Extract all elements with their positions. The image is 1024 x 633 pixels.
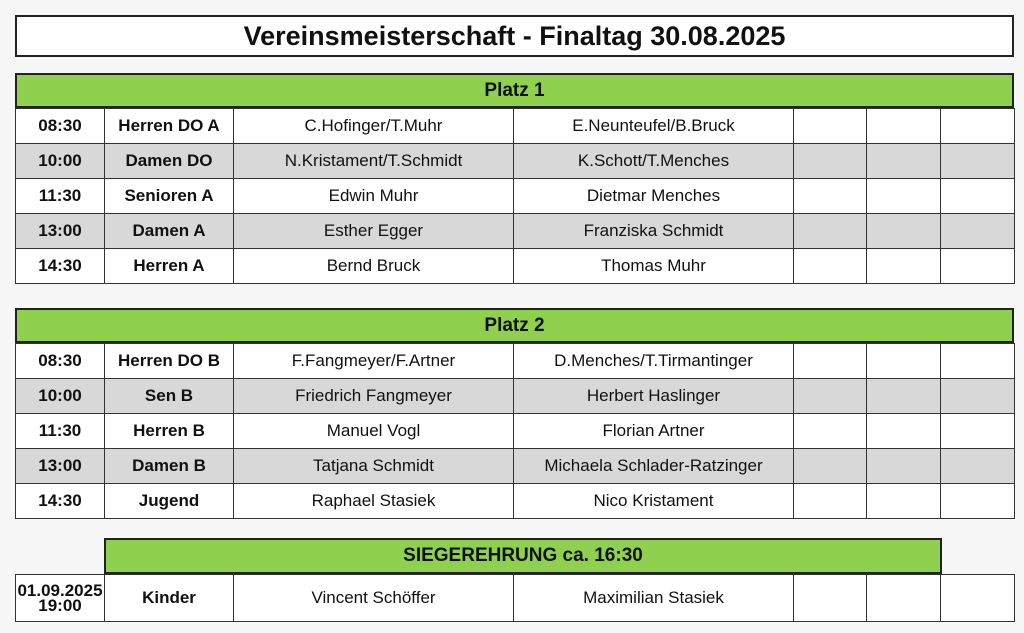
score-set-3 (941, 575, 1015, 622)
court-1-schedule-table (15, 108, 1015, 284)
match-time: 11:30 (16, 179, 105, 214)
player-2: Michaela Schlader-Ratzinger (514, 449, 794, 484)
score-set-1 (794, 249, 867, 284)
player-1: Edwin Muhr (234, 179, 514, 214)
match-category: Herren B (105, 414, 234, 449)
score-set-3 (941, 449, 1015, 484)
player-1: Bernd Bruck (234, 249, 514, 284)
score-set-3 (941, 414, 1015, 449)
player-1: Manuel Vogl (234, 414, 514, 449)
player-1: Vincent Schöffer (234, 575, 514, 622)
score-set-2 (867, 575, 941, 622)
player-1: F.Fangmeyer/F.Artner (234, 344, 514, 379)
player-2: Dietmar Menches (514, 179, 794, 214)
table-row (16, 379, 1015, 414)
score-set-3 (941, 379, 1015, 414)
player-1: Tatjana Schmidt (234, 449, 514, 484)
match-time: 10:00 (16, 144, 105, 179)
player-2: D.Menches/T.Tirmantinger (514, 344, 794, 379)
match-category: Senioren A (105, 179, 234, 214)
score-set-1 (794, 144, 867, 179)
score-set-3 (941, 249, 1015, 284)
score-set-2 (867, 449, 941, 484)
player-2: Thomas Muhr (514, 249, 794, 284)
table-row (16, 249, 1015, 284)
table-row (16, 144, 1015, 179)
match-time: 13:00 (16, 214, 105, 249)
match-category: Herren A (105, 249, 234, 284)
score-set-3 (941, 109, 1015, 144)
player-1: Friedrich Fangmeyer (234, 379, 514, 414)
table-row (16, 484, 1015, 519)
score-set-2 (867, 214, 941, 249)
match-category: Damen DO (105, 144, 234, 179)
match-category: Jugend (105, 484, 234, 519)
match-category: Damen A (105, 214, 234, 249)
match-time: 14:30 (16, 249, 105, 284)
score-set-2 (867, 249, 941, 284)
score-set-1 (794, 379, 867, 414)
table-row (16, 414, 1015, 449)
match-category: Herren DO B (105, 344, 234, 379)
page-title: Vereinsmeisterschaft - Finaltag 30.08.2025 (15, 15, 1014, 57)
player-2: E.Neunteufel/B.Bruck (514, 109, 794, 144)
match-time: 10:00 (16, 379, 105, 414)
score-set-3 (941, 179, 1015, 214)
match-category: Herren DO A (105, 109, 234, 144)
player-1: Esther Egger (234, 214, 514, 249)
score-set-1 (794, 484, 867, 519)
player-1: N.Kristament/T.Schmidt (234, 144, 514, 179)
score-set-3 (941, 344, 1015, 379)
court-2-schedule-table (15, 343, 1015, 519)
score-set-2 (867, 344, 941, 379)
table-row (16, 179, 1015, 214)
score-set-1 (794, 414, 867, 449)
player-2: Herbert Haslinger (514, 379, 794, 414)
score-set-2 (867, 484, 941, 519)
score-set-1 (794, 449, 867, 484)
match-category: Kinder (105, 575, 234, 622)
score-set-1 (794, 575, 867, 622)
score-set-2 (867, 379, 941, 414)
ceremony-time: 19:00 (38, 596, 82, 615)
ceremony-datetime (16, 575, 105, 622)
score-set-3 (941, 144, 1015, 179)
score-set-1 (794, 214, 867, 249)
match-time: 11:30 (16, 414, 105, 449)
player-2: Nico Kristament (514, 484, 794, 519)
player-2: Maximilian Stasiek (514, 575, 794, 622)
score-set-2 (867, 179, 941, 214)
court-2-header: Platz 2 (15, 308, 1014, 343)
match-time: 08:30 (16, 109, 105, 144)
match-time: 14:30 (16, 484, 105, 519)
table-row (16, 449, 1015, 484)
ceremony-header: SIEGEREHRUNG ca. 16:30 (104, 538, 942, 574)
score-set-2 (867, 109, 941, 144)
score-set-3 (941, 214, 1015, 249)
match-category: Sen B (105, 379, 234, 414)
table-row (16, 575, 1015, 622)
player-1: Raphael Stasiek (234, 484, 514, 519)
score-set-3 (941, 484, 1015, 519)
score-set-1 (794, 179, 867, 214)
ceremony-table (15, 574, 1015, 622)
table-row (16, 214, 1015, 249)
score-set-2 (867, 414, 941, 449)
score-set-1 (794, 344, 867, 379)
player-2: Florian Artner (514, 414, 794, 449)
court-1-header: Platz 1 (15, 73, 1014, 108)
table-row (16, 344, 1015, 379)
match-time: 13:00 (16, 449, 105, 484)
match-category: Damen B (105, 449, 234, 484)
ceremony-date: 01.09.2025 (17, 581, 103, 600)
score-set-2 (867, 144, 941, 179)
match-time: 08:30 (16, 344, 105, 379)
table-row (16, 109, 1015, 144)
player-2: K.Schott/T.Menches (514, 144, 794, 179)
score-set-1 (794, 109, 867, 144)
player-2: Franziska Schmidt (514, 214, 794, 249)
player-1: C.Hofinger/T.Muhr (234, 109, 514, 144)
